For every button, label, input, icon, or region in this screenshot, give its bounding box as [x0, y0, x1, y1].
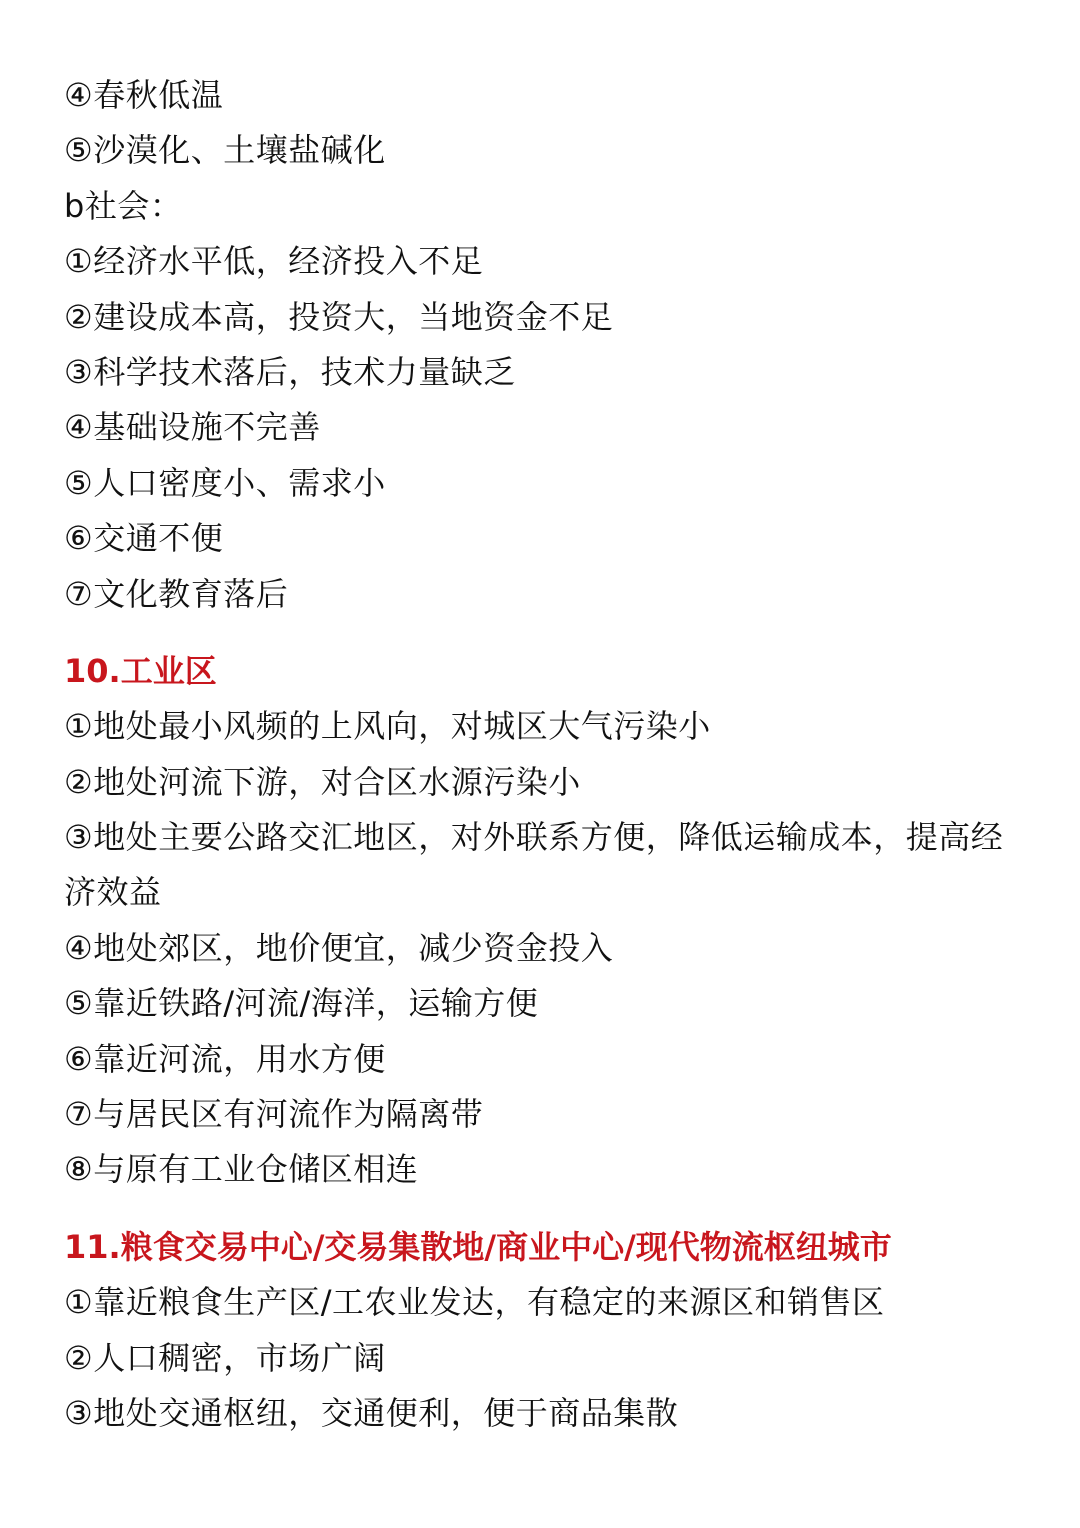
list-item: ⑦文化教育落后	[64, 574, 289, 613]
section-previous	[64, 68, 1024, 622]
list-item: ②建设成本高，投资大，当地资金不足	[64, 297, 614, 336]
section-gap	[64, 622, 1024, 644]
list-item: ④春秋低温	[64, 76, 224, 114]
list-item: ③地处交通枢纽，交通便利，便于商品集散	[64, 1394, 679, 1433]
section-industrial-zone	[64, 644, 1024, 1198]
list-item: ④基础设施不完善	[64, 408, 321, 447]
section-heading: 11.粮食交易中心/交易集散地/商业中心/现代物流枢纽城市	[64, 1227, 892, 1266]
list-item: ①经济水平低，经济投入不足	[64, 242, 484, 281]
list-item: ⑥靠近河流，用水方便	[64, 1039, 386, 1078]
list-item: ①地处最小风频的上风向，对城区大气污染小	[64, 707, 711, 746]
section-heading: 10.工业区	[64, 651, 217, 690]
list-item: ⑥交通不便	[64, 519, 224, 558]
list-item: ⑧与原有工业仓储区相连	[64, 1150, 419, 1189]
list-item: ③地处主要公路交汇地区，对外联系方便，降低运输成本，提高经济效益	[64, 818, 1004, 912]
list-item: ⑤靠近铁路/河流/海洋，运输方便	[64, 984, 539, 1023]
list-item: ①靠近粮食生产区/工农业发达，有稳定的来源区和销售区	[64, 1283, 885, 1322]
section-trade-center	[64, 1220, 1024, 1442]
list-item: ②地处河流下游，对合区水源污染小	[64, 762, 581, 801]
list-item: ⑤沙漠化、土壤盐碱化	[64, 131, 386, 170]
list-item: ⑤人口密度小、需求小	[64, 463, 386, 502]
section-gap	[64, 1198, 1024, 1220]
list-item: ②人口稠密，市场广阔	[64, 1338, 386, 1377]
list-item: ③科学技术落后，技术力量缺乏	[64, 352, 516, 391]
list-item: ④地处郊区，地价便宜，减少资金投入	[64, 928, 614, 967]
subheading-social: b社会：	[64, 186, 183, 225]
document-page	[64, 68, 1024, 1441]
list-item: ⑦与居民区有河流作为隔离带	[64, 1095, 484, 1134]
